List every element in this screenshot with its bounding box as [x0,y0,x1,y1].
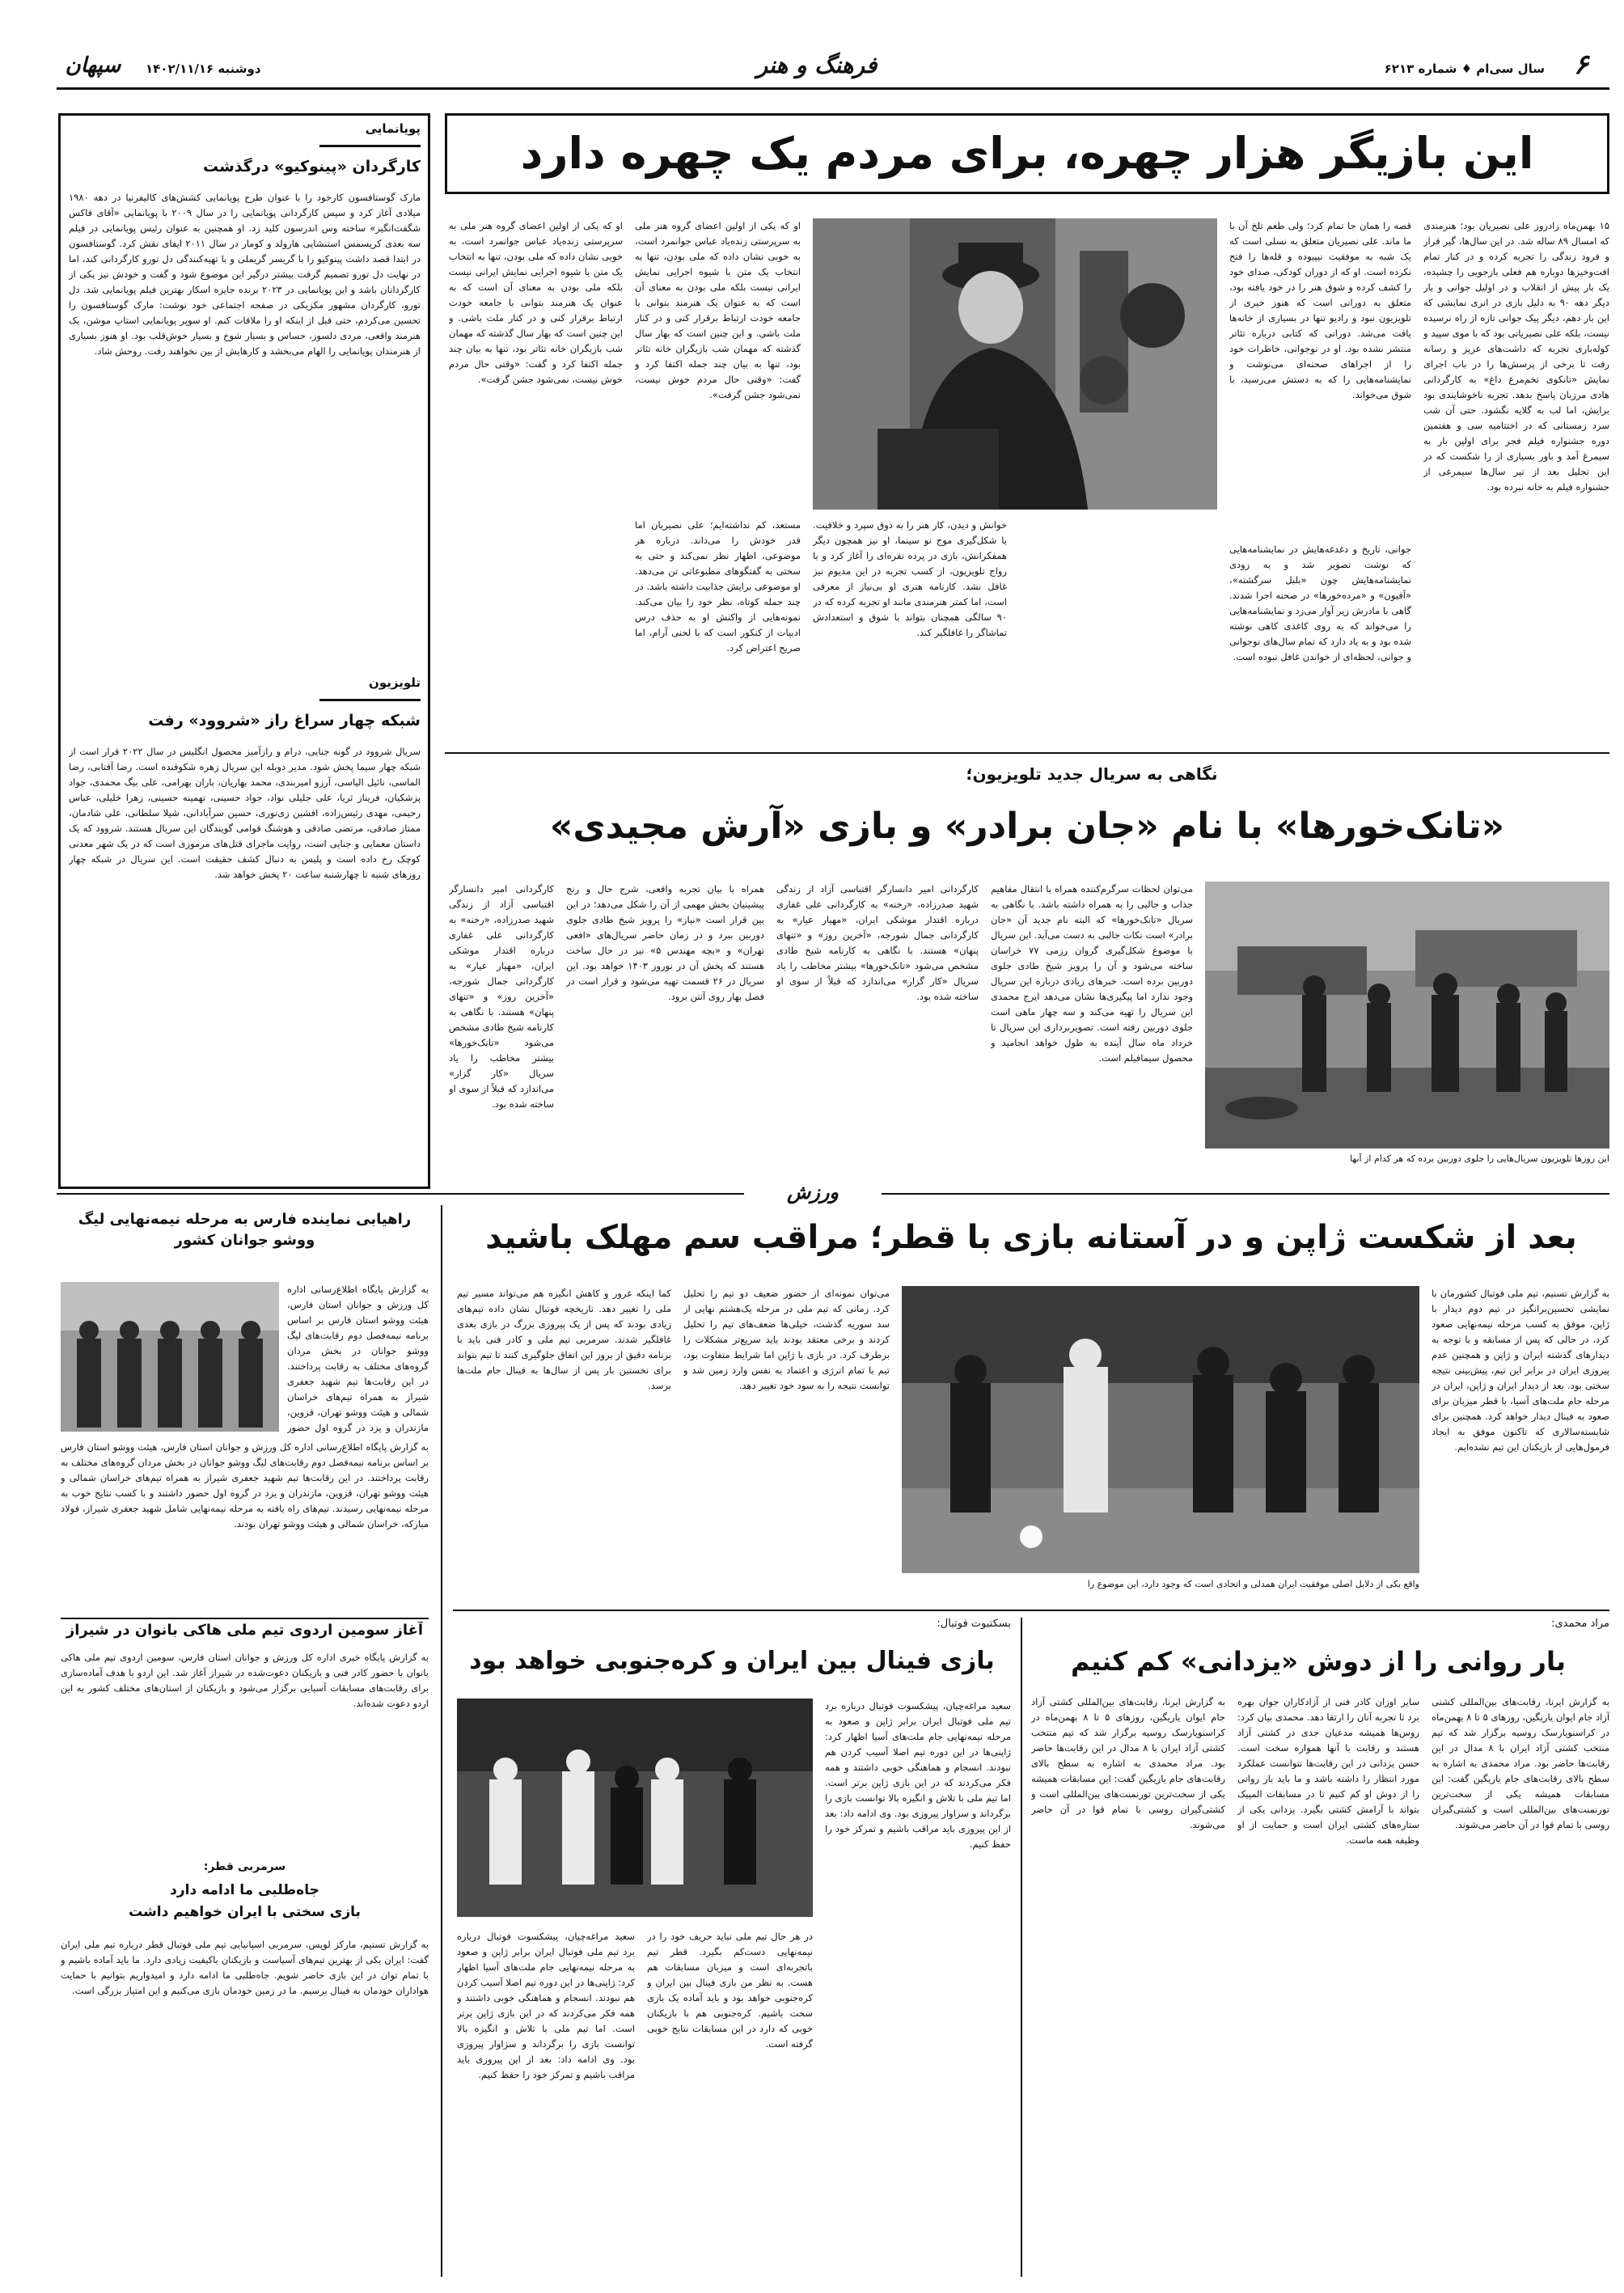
issue-number: سال سی‌ام ♦ شماره ۶۲۱۳ [1384,61,1545,76]
main-story-rule [445,752,1609,754]
tv-col3: همراه با بیان تجربه واقعی، شرح حال و رنج پیشینیان بخش مهمی از آن را شکل می‌دهد؛ در این بین قرار است «نیاز» را پرویز شیخ طادی جلوی دوربین ببرد و در زمان حاضر سریال‌های «افعی تهران» و «بچه مهندس ۵» نیز در حال ساخت هستند که پخش آن در نوروز ۱۴۰۳ خواهد بود. این سریال در ۲۶ قسمت تهیه می‌شود و قرار است در فصل بهار روی آنتن برود. [566,883,764,1002]
veteran-col2: در هر حال تیم ملی نباید حریف خود را در نیمه‌نهایی دست‌کم بگیرد. قطر تیم باتجربه‌ای است و میزبان مسابقات هم هست. به نظر من بازی فینال بین ایران و کره‌جنوبی خواهد بود و باید آماده یک بازی سخت باشیم. کره‌جنوبی هم با بازیکنان خوبی که دارد در این مسابقات نتایج خوبی گرفته است. [647,1931,813,2050]
tv-photo-caption: این روزها تلویزیون سریال‌هایی را جلوی دوربین برده که هر کدام از آنها [1350,1153,1609,1164]
sports-lead-photo [902,1286,1419,1573]
qatar-coach-kicker: سرمربی قطر: [203,1860,286,1873]
main-col3: او که یکی از اولین اعضای گروه هنر ملی به سرپرستی زنده‌یاد عباس جوانمرد است، به خوبی نشان داده که ملی بودن، تنها به انتخاب یک متن با شیوه اجرایی نمایش ایرانی نیست بلکه ملی بودن به معنای آن است که به عنوان یک هنرمند بتوانی با جامعه خودت ارتباط برقرار کنی و در کنار ملت باشی. و این چنین است که بهار سال گذشته که مهمان شب بازیگران خانه تئاتر بود، تنها به بیان چند جمله اکتفا کرد و گفت: «وقتی حال مردم خوش نیست، نمی‌شود جشن گرفت». [635,220,801,400]
wrestling-headline: بار روانی را از دوش «یزدانی» کم کنیم [1071,1646,1566,1677]
veteran-col1: سعید مراغه‌چیان، پیشکسوت فوتبال درباره برد تیم ملی فوتبال ایران برابر ژاپن و صعود به مرحله نیمه‌نهایی جام ملت‌های آسیا اظهار کرد: ژاپنی‌ها در این دوره تیم اصلا آسیب کردن هم نبودند. انسجام و هماهنگی خوبی داشتند و همه فکر می‌کردند که در این بازی ژاپن برتر است. اما تیم ملی با تلاش و انگیزه بالا توانست بازی را برگرداند و سزاوار پیروزی بود. وی ادامه داد: بعد از این پیروزی باید مراقب باشیم و تمرکز خود را حفظ کنیم. [825,1700,1011,1850]
wushu-body-a: به گزارش پایگاه اطلاع‌رسانی اداره کل ورزش و جوانان استان فارس، هیئت ووشو استان فارس بر اساس برنامه نیمه‌فصل دوم رقابت‌های لیگ ووشو جوانان در بخش مردان گروه‌های مختلف به رقابت پرداختند. در این رقابت‌ها تیم شهید جعفری شیراز به همراه تیم‌های خراسان شمالی و هیئت ووشو تهران، قزوین، مازندران و یزد در گروه اول حضور [287,1284,429,1433]
main-col6: جوانی، تاریخ و دغدغه‌هایش در نمایشنامه‌هایی که نوشت تصویر شد و به زودی نمایشنامه‌هایش چون «بلبل سرگشته»، «آفیون» و «مرده‌خورها» در صحنه اجرا شدند. گاهی با مادرش زیر آوار می‌زد و نمایشنامه‌هایی را می‌خواند که به روی کاغذی کاهی نوشته شده بود و به یاد دارد که تمام سال‌های نوجوانی و جوانی، لحظه‌ای از خواندن غافل نبوده است. [1229,544,1411,662]
header-rule [57,87,1609,90]
veteran-col3: سعید مراغه‌چیان، پیشکسوت فوتبال درباره برد تیم ملی فوتبال ایران برابر ژاپن و صعود به مرحله نیمه‌نهایی جام ملت‌های آسیا اظهار کرد: ژاپنی‌ها در این دوره تیم اصلا آسیب کردن هم نبودند. انسجام و هماهنگی خوبی داشتند و همه فکر می‌کردند که در این بازی ژاپن برتر است. اما تیم ملی با تلاش و انگیزه بالا توانست بازی را برگرداند و سزاوار پیروزی بود. وی ادامه داد: بعد از این پیروزی باید مراقب باشیم و تمرکز خود را حفظ کنیم. [457,1931,635,2080]
tv-photo [1205,882,1609,1149]
sidebar-headline-tv: شبکه چهار سراغ راز «شروود» رفت [148,712,421,730]
hockey-body: به گزارش پایگاه خبری اداره کل ورزش و جوانان استان فارس، سومین اردوی تیم ملی هاکی بانوان با حضور کادر فنی و بازیکنان دعوت‌شده در شیراز آغاز شد. این اردو با هدف آماده‌سازی برای رقابت‌های مسابقات آسیایی برگزار می‌شود و بازیکنان از استان‌های مختلف کشور به این اردو دعوت شده‌اند. [61,1652,429,1709]
sports-lead-col2: می‌توان نمونه‌ای از حضور ضعیف دو تیم را تحلیل کرد. زمانی که تیم ملی در مرحله یک‌هشتم نهایی از سد سوریه گذشت، خیلی‌ها ضعف‌های تیم را تحلیل کردند و برخی معتقد بودند باید سریع‌تر مشکلات را برطرف کرد. در بازی با ژاپن اما شرایط متفاوت بود، تیم با تمام انرژی و اعتماد به نفس وارد زمین شد و توانست نتیجه را به سود خود تغییر دهد. [683,1288,890,1391]
main-col2: قصه را همان جا تمام کرد؛ ولی طعم تلخ آن با ما ماند. علی نصیریان متعلق به نسلی است که یک شبه به موفقیت نیپیوده و قله‌ها را فتح نکرده است. او که از دوران کودکی، صدای خود را کشف کرده و شوق هنر را در خود یافته بود، متعلق به دورانی است که هنوز خبری از تلویزیون نبود و رادیو تنها در بسیاری از خانه‌ها یافت می‌شد. دورانی که کتابی درباره تئاتر منتشر نشده بود. او در نوجوانی، خاطرات خود را از اجراهای صحنه‌ای می‌نوشت و نمایشنامه‌هایی را که به دستش می‌رسید، با شوق می‌خواند. [1229,220,1411,400]
wrestling-kicker: مراد محمدی: [1551,1618,1609,1630]
wushu-body-b: به گزارش پایگاه اطلاع‌رسانی اداره کل ورزش و جوانان استان فارس، هیئت ووشو استان فارس بر اساس برنامه نیمه‌فصل دوم رقابت‌های لیگ ووشو جوانان در بخش مردان گروه‌های مختلف به رقابت پرداختند. در این رقابت‌ها تیم شهید جعفری شیراز به همراه تیم‌های خراسان شمالی و هیئت ووشو تهران، قزوین، مازندران و یزد در گروه اول حضور داشتند و با کسب نتایج خوب به مرحله نیمه‌نهایی رسیدند. تیم‌های راه یافته به مرحله نیمه‌نهایی شامل شهید جعفری شیراز، فولاد مبارکه، خراسان شمالی و هیئت ووشو تهران بودند. [61,1441,429,1529]
veteran-headline: بازی فینال بین ایران و کره‌جنوبی خواهد بود [469,1647,995,1675]
sports-lead-rule [453,1610,1609,1611]
sidebar-headline-animation: کارگردان «پینوکیو» درگذشت [202,158,421,176]
qatar-coach-headline: جاه‌طلبی ما ادامه دارد بازی سختی با ایران خواهیم داشت [129,1882,361,1920]
tv-headline: «تانک‌خورها» با نام «جان برادر» و بازی «آرش مجیدی» [549,806,1505,847]
sidebar-body-animation: مارک گوستافسون کارخود را با عنوان طرح پویانمایی کشش‌های کالیفرنیا در دهه ۱۹۸۰ میلادی آغاز کرد و سپس کارگردانی پویانمایی را در سال ۲۰۰۹ با پویانمایی «آقای فاکس شگفت‌انگیز» ساخته وس اندرسون کلید زد. او همچنین به عنوان رئیس پویانمایی در فیلم سه بعدی کریسمس استنشایی هارولد و کومار در سال ۲۰۱۱ ایفای نقش کرد. گوستافسون در ابتدا قصد داشت پینوکیو را با گریسر گریملی و با تهیه‌کنندگی دل تورو کارگردانی کند، اما در نهایت دل تورو تصمیم گرفت بیشتر درگیر این موضوع شود و گفت و خودش نیز یکی از کارگردانان باشد و این پویانمایی در ۲۰۲۳ برنده جایزه اسکار بهترین فیلم پویانمایی شد. دل تورو، کارگردان مشهور مکزیکی در صفحه اجتماعی خود نوشت: مارک گوستافسون را تحسین می‌کردم، حتی قبل از اینکه او را ملاقات کنم. او سوپر پویانمایی استاپ موشن، یک هنرمند واقعی، مردی دلسوز، حساس و بسیار شوخ و بسیار خوش‌قلب بود. او هنوز بسیاری از هنرمندان پویانمایی را الهام می‌بخشد و کارهایش از بین نخواهند رفت. روحش شاد. [69,192,421,357]
sports-lead-col4: کما اینکه غرور و کاهش انگیزه هم می‌تواند مسیر تیم ملی را تغییر دهد. تاریخچه فوتبال نشان داده تیم‌های زیادی بودند که پس از یک پیروزی بزرگ در بازی بعدی غافلگیر شدند. سرمربی تیم ملی و کادر فنی باید با برنامه دقیق از بروز این اتفاق جلوگیری کنند تا تیم بتواند برای نخستین بار پس از سال‌ها به فینال جام ملت‌ها برسد. [457,1288,671,1391]
sports-lead-photo-caption: واقع یکی از دلایل اصلی موفقیت ایران همدلی و اتحادی است که وجود دارد، این موضوع را [1087,1579,1419,1589]
sports-lead-headline: بعد از شکست ژاپن و در آستانه بازی با قطر؛ مراقب سم مهلک باشید [485,1219,1577,1256]
main-col3b: او که یکی از اولین اعضای گروه هنر ملی به سرپرستی زنده‌یاد عباس جوانمرد است، به خوبی نشان داده که ملی بودن، تنها به انتخاب یک متن با شیوه اجرایی نمایش ایرانی نیست بلکه ملی بودن به معنای آن است که به عنوان یک هنرمند بتوانی با جامعه خودت ارتباط برقرار کنی و در کنار ملت باشی. و این چنین است که بهار سال گذشته که مهمان شب بازیگران خانه تئاتر بود، تنها به بیان چند جمله اکتفا کرد و گفت: «وقتی حال مردم خوش نیست، نمی‌شود جشن گرفت». [449,220,623,385]
page-number: ۶ [1573,49,1589,81]
wrestling-col1: به گزارش ایرنا، رقابت‌های بین‌المللی کشتی آزاد جام ایوان یاریگین، روزهای ۵ تا ۸ بهمن‌ماه در کراسنویارسک روسیه برگزار شد که تیم منتخب کشتی آزاد ایران با ۸ مدال در این رقابت‌ها حاضر بود. مراد محمدی به اشاره به سطح بالای رقابت‌های جام یاریگین گفت: این مسابقات همیشه یکی از سخت‌ترین تورنمنت‌های بین‌المللی است و کشتی‌گیران روسی با تمام قوا در آن حاضر می‌شوند. [1432,1696,1609,1830]
wrestling-col2: سایر اوزان کادر فنی از آزادکاران جوان بهره برد تا تجربه آنان را ارتقا دهد. محمدی بیان کرد: روس‌ها همیشه مدعیان جدی در کشتی آزاد هستند و رقابت با آنها همواره سخت است. حسن یزدانی در این رقابت‌ها نتوانست عملکرد مورد انتظار را داشته باشد و ما باید بار روانی را از دوش او کم کنیم تا در مسابقات المپیک بتواند با آرامش کشتی بگیرد. یزدانی یکی از ستاره‌های کشتی ایران است و حمایت از او وظیفه همه ماست. [1237,1696,1419,1846]
main-photo [813,218,1217,510]
main-headline-box [445,113,1609,194]
tv-kicker: نگاهی به سریال جدید تلویزیون؛ [966,764,1218,784]
tv-col2: کارگردانی امیر دانسارگر اقتباسی آزاد از زندگی شهید صدرزاده، «رخنه» به کارگردانی علی غفاری درباره اقتدار موشکی ایران، «مهیار عیار» به کارگردانی جمال شورجه، «آخرین روز» و «تنهای پنهان» هستند. با نگاهی به کارنامه شیخ طادی مشخص می‌شود «تانک‌خورها» بیشتر مخاطب را یاد سریال «کار گزار» می‌اندازد که قبلاً از سوی او ساخته شده بود. [776,883,979,1002]
sports-lead-col1: به گزارش تسنیم، تیم ملی فوتبال کشورمان با نمایشی تحسین‌برانگیز در تیم دوم دیدار با ژاپن، موفق به کسب مرحله نیمه‌نهایی صعود کرد، در حالی که پس از مسابقه و با توجه به دیدارهای گذشته ایران و ژاپن و همچنین عدم پیروزی ایران در برابر این تیم، پیش‌بینی نتیجه سختی بود. بعد از دیدار ایران و ژاپن، ایران در مرحله جام ملت‌های آسیا، با قطر میزبان برای صعود به فینال دیدار خواهد کرد. همچنین برای شایسته‌سالاری که تاکنون موفق به ایجاد فرمول‌هایی از بازیکنان این تیم نشده‌ایم. [1432,1288,1609,1453]
sports-section-title: ورزش [786,1181,839,1204]
wushu-rule [61,1618,429,1619]
sports-column-divider [441,1205,442,2277]
sports-rule-right [882,1193,1609,1195]
issue-date: دوشنبه ۱۴۰۲/۱۱/۱۶ [146,61,261,76]
veteran-photo [457,1699,813,1917]
sports-rule-left [57,1193,744,1195]
wushu-headline: راهیابی نماینده فارس به مرحله نیمه‌نهایی لیگ ووشو جوانان کشور [78,1211,412,1249]
wrestling-divider [1021,1618,1022,2277]
main-headline: این بازیگر هزار چهره، برای مردم یک چهره دارد [520,128,1534,179]
main-col5: خوانش و دیدن، کار هنر را به ذوق سپرد و خلاقیت. با شکل‌گیری موج نو سینما، او نیز همچون دیگر همفکرانش، بازی در پرده نقره‌ای را آغاز کرد و با رواج تلویزیون، از کسب تجربه در این مدیوم نیز غافل نشد. کارنامه هنری او بی‌نیاز از معرفی است، اما کمتر هنرمندی مانند او تجربه کرده که در ۹۰ سالگی همچنان بتواند با شوق و استعدادش تماشاگر را غافلگیر کند. [813,519,1007,638]
main-col1: ۱۵ بهمن‌ماه زادروز علی نصیریان بود؛ هنرمندی که امسال ۸۹ ساله شد. در این سال‌ها، گیر قرار و فرود زندگی را تجربه کرده و در کنار تمام افت‌وخیزها دوباره هم فعلی بازجویی را چشیده، یک بار پیش از انقلاب و در اولیل جوانی و بار دیگر دهه ۹۰ به دلیل بازی در انری نمایشی که این بار دهم، دیگر پیک جوانی تازه از راه نرسیده نیست، بلکه علی نصیریانی بود که با موی سپید و کوله‌باری تجربه که داشت‌های عریز و رسانه رفت تا برخی از پرسش‌ها را در باب اجرای نمایش «تانکوی تخم‌مرغ داغ» به کارگردانی هادی مرزبان پاسخ بدهد. تجربه ناخوشایندی بود برایش، اما لب به گلایه نگشود. حتی آن شب سرد زمستانی که در اختتامیه سی و هفتمین دوره جشنواره فیلم فجر برای اولین بار به سیمرغ آمد و باور بسیاری از را شکست که در این تجلیل بعد از تیر سال‌ها سیمرغی از جشنواره فیلم به خانه نبرده بود. [1423,220,1609,493]
hockey-headline: آغاز سومین اردوی تیم ملی هاکی بانوان در شیراز [66,1622,424,1639]
sidebar-tag-tv: تلویزیون [319,675,421,701]
section-title: فرهنگ و هنر [756,52,878,78]
sidebar-tag-animation: پویانمایی [319,121,421,147]
veteran-kicker: بسکتبوت فوتبال: [937,1618,1011,1630]
newspaper-logo: سپهان [65,53,121,78]
wushu-photo [61,1282,279,1432]
wrestling-col3: به گزارش ایرنا، رقابت‌های بین‌المللی کشتی آزاد جام ایوان یاریگین، روزهای ۵ تا ۸ بهمن‌ماه در کراسنویارسک روسیه برگزار شد که تیم منتخب کشتی آزاد ایران با ۸ مدال در این رقابت‌ها حاضر بود. مراد محمدی به اشاره به سطح بالای رقابت‌های جام یاریگین گفت: این مسابقات همیشه یکی از سخت‌ترین تورنمنت‌های بین‌المللی است و کشتی‌گیران روسی با تمام قوا در آن حاضر می‌شوند. [1031,1696,1225,1830]
tv-col4: کارگردانی امیر دانسارگر اقتباسی آزاد از زندگی شهید صدرزاده، «رخنه» به کارگردانی علی غفاری درباره اقتدار موشکی ایران، «مهیار عیار» به کارگردانی جمال شورجه، «آخرین روز» و «تنهای پنهان» هستند. با نگاهی به کارنامه شیخ طادی مشخص می‌شود «تانک‌خورها» بیشتر مخاطب را یاد سریال «کار گزار» می‌اندازد که قبلاً از سوی او ساخته شده بود. [449,883,554,1110]
main-col4: مستعد، کم نداشته‌ایم؛ علی نصیریان اما قدر خودش را می‌داند. درباره هر موضوعی، اظهار نظر نمی‌کند و حتی به سختی به گفتگوهای مطبوعاتی تن می‌دهد. او موضوعی برایش جذابیت داشته باشد. در چند جمله کوتاه، نظر خود را بیان می‌کند. نمونه‌هایی از واکنش او به حذف درس ادبیات از کنکور است که با لحنی آرام، اما صریح اعتراض کرد. [635,519,801,654]
qatar-coach-body: به گزارش تسنیم، مارکز لوپس، سرمربی اسپانیایی تیم ملی فوتبال قطر درباره تیم ملی ایران گفت: ایران یکی از بهترین تیم‌های آسیاست و بازیکنان باکیفیت زیادی دارد. ما باید آماده باشیم و با تمام توان در این بازی حاضر شویم. جاه‌طلبی ما ادامه دارد و امیدواریم بتوانیم با حمایت هواداران خودمان به فینال برسیم. ما در زمین خودمان بازی می‌کنیم و این امتیاز بزرگی است. [61,1939,429,1996]
sidebar-body-tv: سریال شروود در گونه جنایی، درام و رازآمیز محصول انگلیس در سال ۲۰۲۲ قرار است از شبکه چهار سیما پخش شود. مدیر دوبله این سریال زهره شکوفنده است. رضا آفتابی، رضا الماسی، نائیل الیاسی، آرزو امیربندی، محمد بهاریان، باران بهرامی، علی بیگ محمدی، جواد پزشکیان، فریناز ثریا، علی جلیلی نواد، جواد حسینی، تهمینه حسینی، زهرا خلیلی، عباس رحیمی، مهدی رئیس‌زاده، افشین زی‌نوری، حسین سرآبادانی، شیلا سلطانی، علی شادمان، ممتاز صادقی، مرتضی صادقی و هوشنگ قوامی گویندگان این سریال هستند. شروود که یک داستان معمایی و جنایی است، روایت ماجرای قتل‌های مرموزی است که در یک شهر معدنی کوچک رخ داده است و پلیس به دنبال کشف حقیقت است. این سریال در شبکه چهار روزهای شنبه تا چهارشنبه ساعت ۲۰ پخش خواهد شد. [69,746,421,880]
tv-col1: می‌توان لحظات سرگرم‌کننده همراه با انتقال مفاهیم جذاب و جالبی را به همراه داشته باشد. با نگاهی به سریال «تانک‌خورها» که البته نام جدید آن «جان برادر» است نکات جالبی به دست می‌آید. این سریال با موضوع شکل‌گیری گروان رزمی ۷۷ خراسان ساخته می‌شود و آن را پرویز شیخ طادی جلوی دوربین برده است. خبرهای زیادی درباره این سریال وجود ندارد اما پیگیری‌ها نشان می‌دهد ایرج محمدی این سریال را تهیه می‌کند و سه چهار ماهی است جلوی دوربین رفته است. تصویربرداری این سریال تا خرداد ماه سال آینده به طول خواهد انجامید و محصول سیمافیلم است. [991,883,1193,1064]
